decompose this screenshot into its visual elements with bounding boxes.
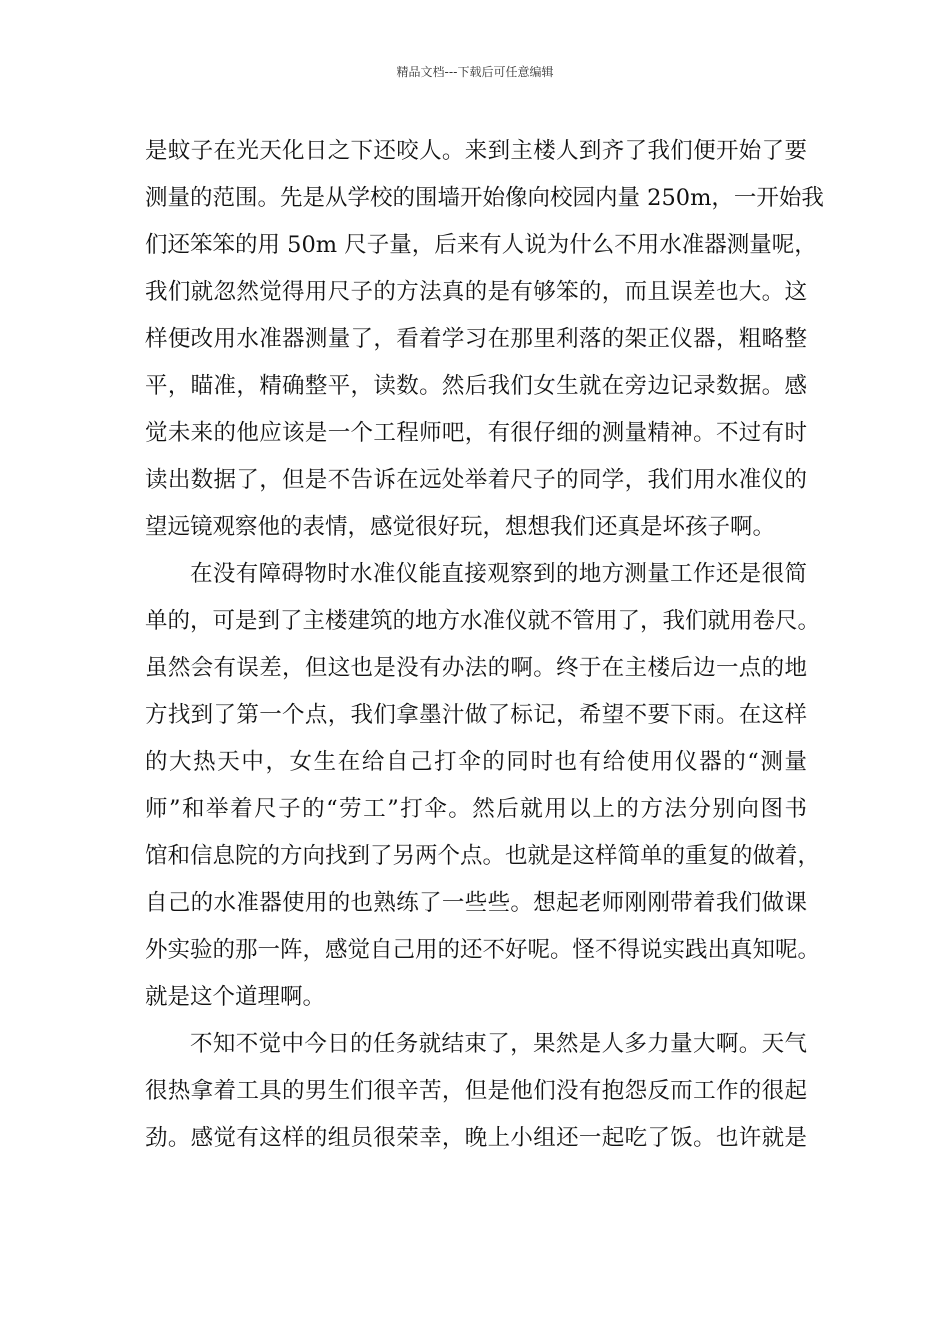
- text-line: 虽然会有误差，但这也是没有办法的啊。终于在主楼后边一点的地: [145, 655, 807, 681]
- text-line: 读出数据了，但是不告诉在远处举着尺子的同学，我们用水准仪的: [145, 467, 807, 493]
- text-line: 劲。感觉有这样的组员很荣幸，晚上小组还一起吃了饭。也许就是: [145, 1125, 807, 1151]
- paragraph: [145, 1021, 807, 1162]
- text-line: 的大热天中，女生在给自己打伞的同时也有给使用仪器的“测量: [145, 749, 807, 775]
- text-line: 觉未来的他应该是一个工程师吧，有很仔细的测量精神。不过有时: [145, 420, 807, 446]
- text-line: 馆和信息院的方向找到了另两个点。也就是这样简单的重复的做着，: [145, 843, 821, 869]
- text-line: 方找到了第一个点，我们拿墨汁做了标记，希望不要下雨。在这样: [145, 702, 807, 728]
- text-line: 我们就忽然觉得用尺子的方法真的是有够笨的，而且误差也大。这: [145, 279, 807, 305]
- text-line: 外实验的那一阵，感觉自己用的还不好呢。怪不得说实践出真知呢。: [145, 937, 821, 963]
- page-header: 精品文档---下载后可任意编辑: [396, 65, 554, 79]
- text-line: 样便改用水准器测量了，看着学习在那里利落的架正仪器，粗略整: [145, 326, 807, 352]
- text-line: 望远镜观察他的表情，感觉很好玩，想想我们还真是坏孩子啊。: [145, 514, 776, 540]
- text-line: 不知不觉中今日的任务就结束了，果然是人多力量大啊。天气: [190, 1031, 807, 1057]
- text-line: 单的，可是到了主楼建筑的地方水准仪就不管用了，我们就用卷尺。: [145, 608, 821, 634]
- text-line: 们还笨笨的用 50m 尺子量，后来有人说为什么不用水准器测量呢，: [145, 232, 817, 258]
- text-line: 师”和举着尺子的“劳工”打伞。然后就用以上的方法分别向图书: [145, 796, 807, 822]
- text-line: 测量的范围。先是从学校的围墙开始像向校园内量 250m，一开始我: [145, 185, 824, 211]
- paragraph: [145, 551, 821, 1021]
- text-line: 自己的水准器使用的也熟练了一些些。想起老师刚刚带着我们做课: [145, 890, 807, 916]
- document-body: [145, 128, 824, 1162]
- text-line: 在没有障碍物时水准仪能直接观察到的地方测量工作还是很简: [190, 561, 807, 587]
- text-line: 就是这个道理啊。: [145, 984, 326, 1010]
- paragraph: [145, 128, 824, 551]
- text-line: 是蚊子在光天化日之下还咬人。来到主楼人到齐了我们便开始了要: [145, 138, 807, 164]
- text-line: 很热拿着工具的男生们很辛苦，但是他们没有抱怨反而工作的很起: [145, 1078, 807, 1104]
- text-line: 平，瞄准，精确整平，读数。然后我们女生就在旁边记录数据。感: [145, 373, 807, 399]
